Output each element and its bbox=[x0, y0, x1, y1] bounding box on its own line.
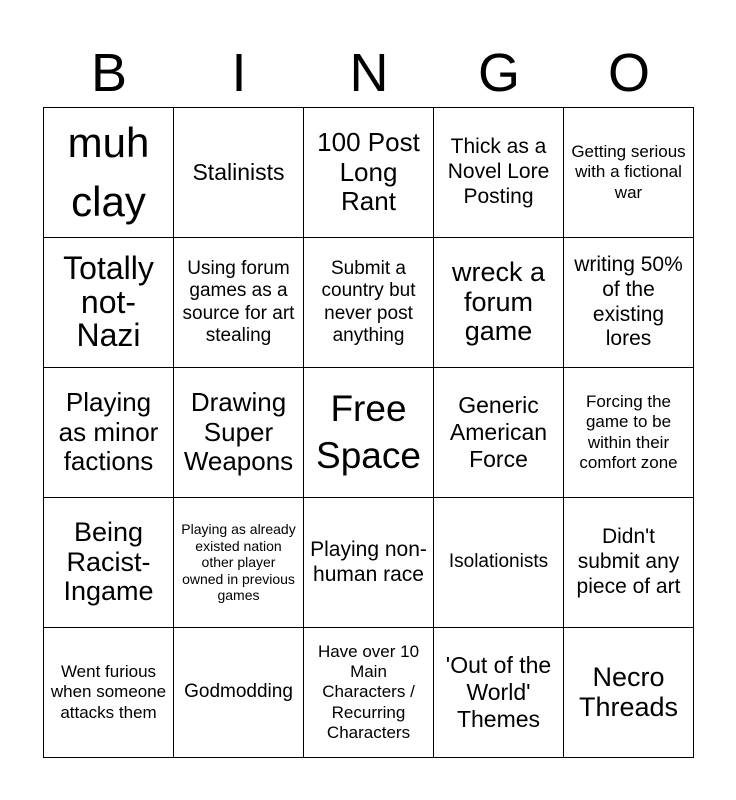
bingo-cell[interactable]: Using forum games as a source for art stealing bbox=[174, 238, 304, 368]
bingo-cell[interactable]: Being Racist-Ingame bbox=[44, 498, 174, 628]
bingo-cell[interactable]: 'Out of the World' Themes bbox=[434, 628, 564, 758]
header-letter-i: I bbox=[231, 43, 247, 103]
bingo-header bbox=[44, 40, 694, 106]
bingo-cell[interactable]: 100 Post Long Rant bbox=[304, 108, 434, 238]
bingo-cell[interactable]: Playing as minor factions bbox=[44, 368, 174, 498]
bingo-cell[interactable]: Isolationists bbox=[434, 498, 564, 628]
bingo-cell[interactable]: Thick as a Novel Lore Posting bbox=[434, 108, 564, 238]
bingo-cell[interactable]: Necro Threads bbox=[564, 628, 694, 758]
header-letter-g: G bbox=[477, 43, 520, 103]
header-letter-n: N bbox=[349, 43, 389, 103]
bingo-cell[interactable]: Generic American Force bbox=[434, 368, 564, 498]
header-letter-b: B bbox=[90, 43, 128, 103]
bingo-cell[interactable]: Submit a country but never post anything bbox=[304, 238, 434, 368]
bingo-cell[interactable]: Getting serious with a fictional war bbox=[564, 108, 694, 238]
bingo-cell[interactable]: Stalinists bbox=[174, 108, 304, 238]
bingo-cell[interactable]: Forcing the game to be within their comfort zone bbox=[564, 368, 694, 498]
bingo-cell[interactable]: muh clay bbox=[44, 108, 174, 238]
free-space-cell[interactable]: Free Space bbox=[304, 368, 434, 498]
bingo-board bbox=[43, 107, 694, 758]
bingo-cell[interactable]: Totally not-Nazi bbox=[44, 238, 174, 368]
bingo-cell[interactable]: Playing as already existed nation other player owned in previous games bbox=[174, 498, 304, 628]
bingo-cell[interactable]: writing 50% of the existing lores bbox=[564, 238, 694, 368]
bingo-cell[interactable]: Playing non-human race bbox=[304, 498, 434, 628]
bingo-cell[interactable]: Have over 10 Main Characters / Recurring Characters bbox=[304, 628, 434, 758]
bingo-cell[interactable]: Went furious when someone attacks them bbox=[44, 628, 174, 758]
header-letter-o: O bbox=[607, 43, 650, 103]
bingo-cell[interactable]: Didn't submit any piece of art bbox=[564, 498, 694, 628]
bingo-cell[interactable]: wreck a forum game bbox=[434, 238, 564, 368]
bingo-cell[interactable]: Drawing Super Weapons bbox=[174, 368, 304, 498]
bingo-cell[interactable]: Godmodding bbox=[174, 628, 304, 758]
